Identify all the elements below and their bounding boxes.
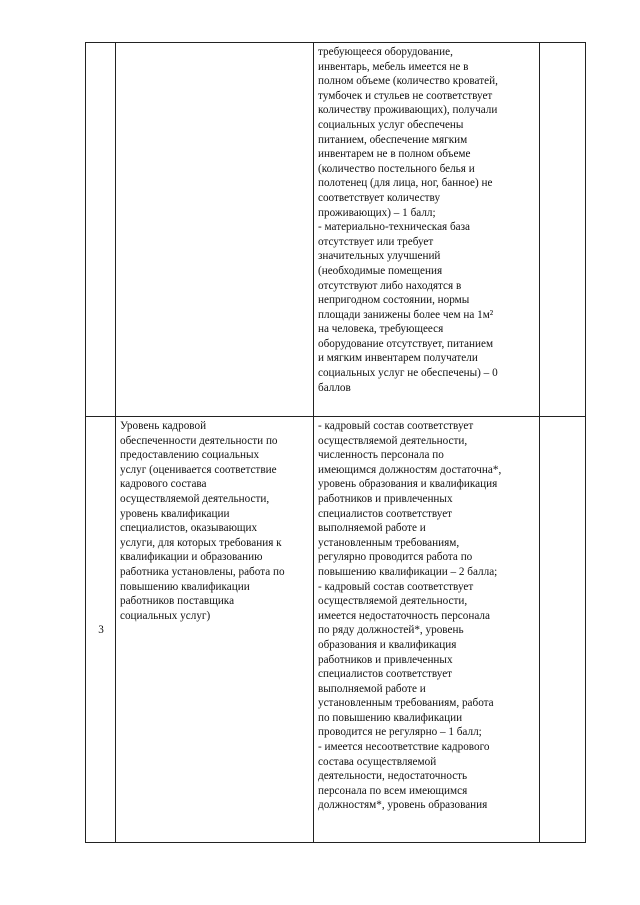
text-line: по повышению квалификации xyxy=(318,711,463,724)
text-line: состава осуществляемой xyxy=(318,755,437,768)
text-line: тумбочек и стульев не соответствует xyxy=(318,89,493,102)
text-line: - имеется несоответствие кадрового xyxy=(318,741,490,754)
criteria-table xyxy=(85,42,586,843)
text-line: специалистов соответствует xyxy=(318,507,453,520)
text-line: регулярно проводится работа по xyxy=(318,551,473,564)
text-line: квалификации и образованию xyxy=(120,551,263,564)
text-line: повышению квалификации – 2 балла; xyxy=(318,565,498,578)
text-line: специалистов соответствует xyxy=(318,668,453,681)
text-line: осуществляемой деятельности, xyxy=(120,492,270,505)
text-line: инвентарь, мебель имеется не в xyxy=(318,60,469,73)
text-line: кадрового состава xyxy=(120,478,207,491)
text-line: (необходимые помещения xyxy=(318,264,443,277)
text-line: должностям*, уровень образования xyxy=(318,799,488,812)
text-line: услуги, для которых требования к xyxy=(120,536,282,549)
text-line: количеству проживающих), получали xyxy=(318,104,498,117)
text-line: образования и квалификация xyxy=(318,638,457,651)
text-line: (количество постельного белья и xyxy=(318,162,475,175)
indicator-cell xyxy=(116,43,314,417)
text-line: деятельности, недостаточность xyxy=(318,770,468,783)
text-line: по ряду должностей*, уровень xyxy=(318,624,464,637)
text-line: численность персонала по xyxy=(318,449,444,462)
text-line: отсутствует или требует xyxy=(318,235,434,248)
text-line: полотенец (для лица, ног, банное) не xyxy=(318,177,493,190)
text-line: специалистов, оказывающих xyxy=(120,522,258,535)
text-line: полном объеме (количество кроватей, xyxy=(318,75,498,88)
text-line: социальных услуг) xyxy=(120,609,211,622)
text-line: - кадровый состав соответствует xyxy=(318,580,474,593)
text-line: имеется недостаточность персонала xyxy=(318,609,490,622)
row-number-cell: 3 xyxy=(86,417,116,843)
text-line: осуществляемой деятельности, xyxy=(318,595,468,608)
text-line: уровень квалификации xyxy=(120,507,230,520)
text-line: имеющимся должностям достаточна*, xyxy=(318,463,502,476)
text-line: осуществляемой деятельности, xyxy=(318,434,468,447)
score-cell xyxy=(540,43,586,417)
text-line: отсутствуют либо находятся в xyxy=(318,279,462,292)
text-line: - материально-техническая база xyxy=(318,221,471,234)
text-line: персонала по всем имеющимся xyxy=(318,784,468,797)
text-line: работников и привлеченных xyxy=(318,653,453,666)
text-line: баллов xyxy=(318,381,351,394)
text-line: на человека, требующееся xyxy=(318,323,444,336)
criteria-cell xyxy=(314,417,540,843)
text-line: - кадровый состав соответствует xyxy=(318,420,474,432)
row-number-cell xyxy=(86,43,116,417)
text-line: требующееся оборудование, xyxy=(318,46,453,58)
text-line: значительных улучшений xyxy=(318,250,441,263)
text-line: питанием, обеспечение мягким xyxy=(318,133,468,146)
text-line: оборудование отсутствует, питанием xyxy=(318,337,494,350)
table-row xyxy=(86,43,586,417)
text-line: непригодном состоянии, нормы xyxy=(318,294,470,307)
text-line: соответствует количеству xyxy=(318,191,441,204)
text-line: повышению квалификации xyxy=(120,580,250,593)
text-line: работников и привлеченных xyxy=(318,492,453,505)
text-line: установленным требованиям, работа xyxy=(318,697,494,710)
text-line: уровень образования и квалификация xyxy=(318,478,498,491)
criteria-cell xyxy=(314,43,540,417)
text-line: обеспеченности деятельности по xyxy=(120,434,278,447)
text-line: услуг (оценивается соответствие xyxy=(120,463,277,476)
text-line: социальных услуг обеспечены xyxy=(318,118,464,131)
text-line: предоставлению социальных xyxy=(120,449,260,462)
text-line: инвентарем не в полном объеме xyxy=(318,148,471,161)
text-line: площади занижены более чем на 1м² xyxy=(318,308,494,321)
score-cell xyxy=(540,417,586,843)
text-line: социальных услуг не обеспечены) – 0 xyxy=(318,367,498,380)
text-line: выполняемой работе и xyxy=(318,682,426,695)
table-row xyxy=(86,417,586,843)
text-line: выполняемой работе и xyxy=(318,522,426,535)
indicator-cell xyxy=(116,417,314,843)
text-line: установленным требованиям, xyxy=(318,536,460,549)
text-line: проводится не регулярно – 1 балл; xyxy=(318,726,482,739)
text-line: и мягким инвентарем получатели xyxy=(318,352,478,365)
text-line: Уровень кадровой xyxy=(120,420,207,432)
text-line: работника установлены, работа по xyxy=(120,565,285,578)
text-line: проживающих) – 1 балл; xyxy=(318,206,436,219)
text-line: работников поставщика xyxy=(120,595,235,608)
